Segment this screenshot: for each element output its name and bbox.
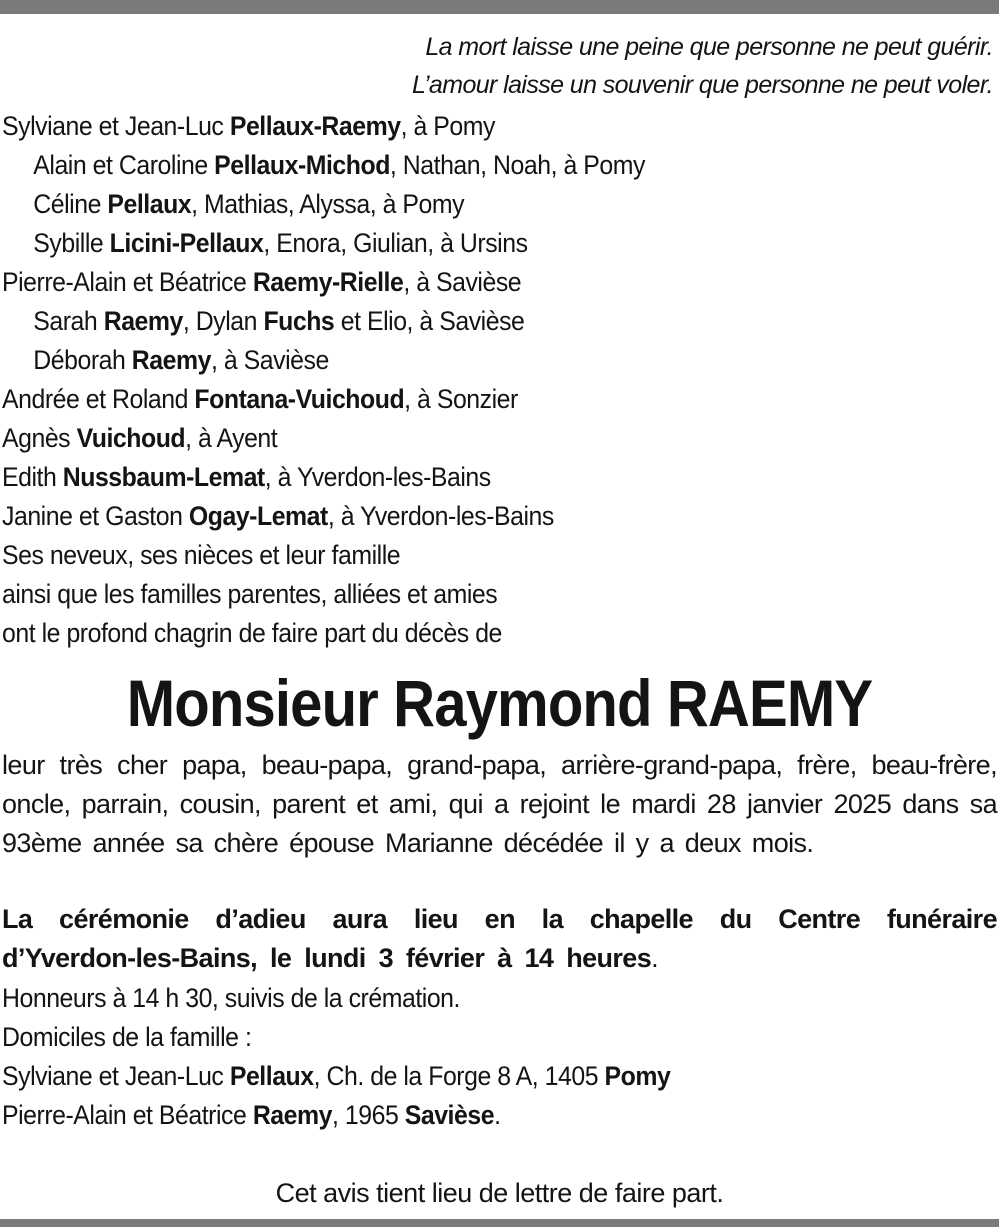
mourner-surname: Licini-Pellaux <box>109 228 264 258</box>
mourner-names: Céline <box>33 189 108 219</box>
mourner-names: Andrée et Roland <box>2 384 195 414</box>
mourner-line <box>2 380 917 419</box>
mourner-line <box>2 302 917 341</box>
mourner-line <box>2 497 917 536</box>
domicile-town: Pomy <box>604 1061 671 1091</box>
announcement-line: Ses neveux, ses nièces et leur famille <box>2 540 401 570</box>
tribute-paragraph: leur très cher papa, beau-papa, grand-papa, arrière-grand-papa, frère, beau-frère, oncle, parrain, cousin, parent et ami, qui a rejoint le mardi 28 janvier 2025 dans sa 93ème année sa chère épouse Marianne décédée il y a deux mois. <box>2 750 997 858</box>
mourner-names: Agnès <box>2 423 77 453</box>
mourner-names: Sarah <box>33 306 104 336</box>
mourner-location: , Enora, Giulian, à Ursins <box>263 228 528 258</box>
domicile-end: . <box>494 1100 501 1130</box>
mourner-surname: Raemy <box>103 306 183 336</box>
domicile-town: Savièse <box>404 1100 495 1130</box>
mourner-surname: Vuichoud <box>76 423 186 453</box>
mourner-location: , à Pomy <box>400 111 495 141</box>
mourner-location: , à Savièse <box>210 345 329 375</box>
quote-line-2: L’amour laisse un souvenir que personne ne peut voler. <box>412 71 993 99</box>
domiciles-label: Domiciles de la famille : <box>2 1022 252 1052</box>
mourner-names: Janine et Gaston <box>2 501 189 531</box>
mourners-list <box>2 107 997 653</box>
ceremony-period: . <box>651 943 659 973</box>
closing-note: Cet avis tient lieu de lettre de faire part. <box>275 1178 724 1208</box>
announcement-line: ont le profond chagrin de faire part du décès de <box>2 618 502 648</box>
mourner-names: Sylviane et Jean-Luc <box>2 111 230 141</box>
mourner-surname: Pellaux-Michod <box>214 150 390 180</box>
domicile-address: , Ch. de la Forge 8 A, 1405 <box>313 1061 605 1091</box>
mourner-line <box>2 224 917 263</box>
mourner-surname: Fuchs <box>263 306 335 336</box>
mourner-line <box>2 107 917 146</box>
mourner-names: Alain et Caroline <box>33 150 215 180</box>
domicile-address: , 1965 <box>331 1100 405 1130</box>
domicile-surname: Raemy <box>252 1100 332 1130</box>
announcement-line: ainsi que les familles parentes, alliées et amies <box>2 579 498 609</box>
domicile-names: Sylviane et Jean-Luc <box>2 1061 230 1091</box>
quote-line-1: La mort laisse une peine que personne ne peut guérir. <box>425 33 993 61</box>
ceremony-details: La cérémonie d’adieu aura lieu en la chapelle du Centre funéraire d’Yverdon-les-Bains, le lundi 3 février à 14 heures <box>2 904 997 973</box>
mourner-location: , à Ayent <box>185 423 278 453</box>
mourner-line <box>2 419 917 458</box>
mourner-surname: Pellaux-Raemy <box>229 111 401 141</box>
mourner-surname: Fontana-Vuichoud <box>194 384 405 414</box>
mourner-names: Pierre-Alain et Béatrice <box>2 267 253 297</box>
domicile-line <box>2 1057 917 1096</box>
mourner-line <box>2 263 917 302</box>
mourner-location: , Mathias, Alyssa, à Pomy <box>191 189 465 219</box>
mourner-names: Déborah <box>33 345 132 375</box>
bottom-border-rule <box>0 1219 999 1227</box>
domicile-line <box>2 1096 917 1135</box>
mourner-line <box>2 341 917 380</box>
honours-line: Honneurs à 14 h 30, suivis de la crémation. <box>2 983 460 1013</box>
family-info <box>2 979 997 1135</box>
mourner-names: Edith <box>2 462 63 492</box>
mourner-location: , à Yverdon-les-Bains <box>327 501 554 531</box>
mourner-location: , à Savièse <box>403 267 522 297</box>
epigraph-quote <box>412 28 993 104</box>
mourner-line <box>2 185 917 224</box>
mourner-location: , à Yverdon-les-Bains <box>264 462 491 492</box>
domicile-names: Pierre-Alain et Béatrice <box>2 1100 253 1130</box>
mourner-surname: Raemy-Rielle <box>252 267 404 297</box>
mourner-location: , Nathan, Noah, à Pomy <box>389 150 645 180</box>
mourner-names: , Dylan <box>182 306 264 336</box>
top-border-rule <box>0 0 999 14</box>
mourner-surname: Pellaux <box>107 189 192 219</box>
mourner-line <box>2 146 917 185</box>
mourner-names: Sybille <box>33 228 110 258</box>
deceased-name: Monsieur Raymond RAEMY <box>126 666 873 740</box>
mourner-location: , à Sonzier <box>404 384 518 414</box>
mourner-surname: Ogay-Lemat <box>188 501 328 531</box>
mourner-location: et Elio, à Savièse <box>334 306 525 336</box>
mourner-surname: Nussbaum-Lemat <box>62 462 265 492</box>
domicile-surname: Pellaux <box>229 1061 314 1091</box>
mourner-surname: Raemy <box>131 345 211 375</box>
ceremony-paragraph <box>2 900 997 978</box>
mourner-line <box>2 458 917 497</box>
